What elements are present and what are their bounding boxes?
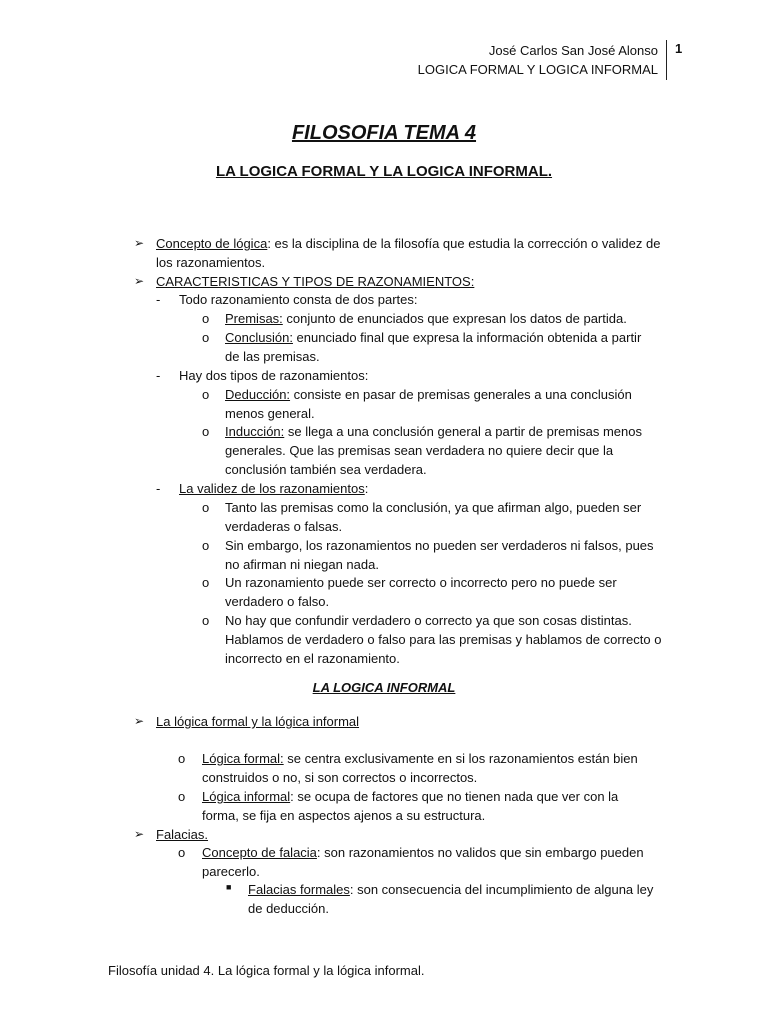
informal-section-heading: LA LOGICA INFORMAL (312, 680, 456, 695)
dash-bullet-icon: - (156, 481, 161, 496)
circle-bullet-icon: o (178, 751, 186, 766)
logica-informal-text: : se ocupa de factores que no tienen nada que ver con la (290, 789, 619, 804)
validez-heading (179, 479, 368, 498)
partes-intro: Todo razonamiento consta de dos partes: (179, 292, 418, 307)
induccion-text-cont2: conclusión también sea verdadera. (225, 462, 427, 477)
page-header (418, 41, 658, 79)
falacias-formales-item (248, 880, 653, 899)
header-subject: LOGICA FORMAL Y LOGICA INFORMAL (417, 62, 658, 77)
concepto-logica-term: Concepto de lógica (156, 236, 268, 251)
concepto-falacia-text-cont: parecerlo. (202, 864, 260, 879)
falacias-formales-text-cont: de deducción. (248, 901, 329, 916)
page-number: 1 (675, 41, 683, 56)
logica-formal-text-cont: construidos o no, si son correctos o incorrectos. (202, 770, 478, 785)
validez-item-2: Sin embargo, los razonamientos no pueden ser verdaderos ni falsos, pues (225, 538, 654, 553)
validez-item-3: Un razonamiento puede ser correcto o incorrecto pero no puede ser (225, 575, 617, 590)
induccion-term: Inducción: (225, 424, 285, 439)
header-divider (666, 40, 667, 80)
concepto-falacia-text: : son razonamientos no validos que sin embargo pueden (316, 845, 644, 860)
validez-heading-text: La validez de los razonamientos (179, 481, 365, 496)
validez-item-4-cont2: incorrecto en el razonamiento. (225, 651, 400, 666)
formal-informal-heading (156, 712, 359, 731)
concepto-logica-item (156, 234, 660, 253)
validez-item-4: No hay que confundir verdadero o correcto ya que son cosas distintas. (225, 613, 632, 628)
circle-bullet-icon: o (202, 387, 210, 402)
arrow-bullet-icon: ➢ (134, 827, 145, 841)
circle-bullet-icon: o (202, 538, 210, 553)
concepto-logica-text-cont: los razonamientos. (156, 255, 266, 270)
deduccion-text-cont: menos general. (225, 406, 315, 421)
validez-item-4-cont: Hablamos de verdadero o falso para las premisas y hablamos de correcto o (225, 632, 662, 647)
logica-informal-item (202, 787, 618, 806)
tipos-intro: Hay dos tipos de razonamientos: (179, 368, 369, 383)
falacias-heading-text: Falacias. (156, 827, 209, 842)
circle-bullet-icon: o (202, 311, 210, 326)
logica-informal-text-cont: forma, se fija en aspectos ajenos a su estructura. (202, 808, 486, 823)
concepto-falacia-item (202, 843, 644, 862)
circle-bullet-icon: o (202, 500, 210, 515)
deduccion-term: Deducción: (225, 387, 291, 402)
caracteristicas-heading (156, 272, 474, 291)
dash-bullet-icon: - (156, 292, 161, 307)
falacias-formales-text: : son consecuencia del incumplimiento de alguna ley (349, 882, 654, 897)
header-author: José Carlos San José Alonso (488, 43, 658, 58)
logica-formal-item (202, 749, 638, 768)
square-bullet-icon: ■ (226, 882, 232, 892)
page-footer: Filosofía unidad 4. La lógica formal y la lógica informal. (108, 963, 425, 978)
circle-bullet-icon: o (178, 789, 186, 804)
validez-item-1: Tanto las premisas como la conclusión, ya que afirman algo, pueden ser (225, 500, 642, 515)
conclusion-item (225, 328, 641, 347)
formal-informal-heading-text: La lógica formal y la lógica informal (156, 714, 360, 729)
validez-item-2-cont: no afirman ni niegan nada. (225, 557, 379, 572)
deduccion-text: consiste en pasar de premisas generales a una conclusión (290, 387, 632, 402)
circle-bullet-icon: o (202, 330, 210, 345)
document-title: FILOSOFIA TEMA 4 (291, 122, 477, 144)
logica-formal-text: se centra exclusivamente en si los razonamientos están bien (283, 751, 638, 766)
induccion-text: se llega a una conclusión general a partir de premisas menos (284, 424, 642, 439)
concepto-falacia-term: Concepto de falacia (202, 845, 317, 860)
document-subtitle: LA LOGICA FORMAL Y LA LOGICA INFORMAL. (215, 163, 553, 180)
validez-item-1-cont: verdaderas o falsas. (225, 519, 343, 534)
falacias-formales-term: Falacias formales (248, 882, 350, 897)
conclusion-term: Conclusión: (225, 330, 293, 345)
circle-bullet-icon: o (202, 424, 210, 439)
induccion-text-cont: generales. Que las premisas sean verdadera no quiere decir que la (225, 443, 614, 458)
validez-colon: : (364, 481, 369, 496)
logica-informal-term: Lógica informal (202, 789, 291, 804)
premisas-item (225, 309, 627, 328)
falacias-heading (156, 825, 208, 844)
arrow-bullet-icon: ➢ (134, 714, 145, 728)
conclusion-text: enunciado final que expresa la información obtenida a partir (292, 330, 642, 345)
validez-item-3-cont: verdadero o falso. (225, 594, 330, 609)
arrow-bullet-icon: ➢ (134, 236, 145, 250)
conclusion-text-cont: de las premisas. (225, 349, 320, 364)
logica-formal-term: Lógica formal: (202, 751, 284, 766)
deduccion-item (225, 385, 632, 404)
arrow-bullet-icon: ➢ (134, 274, 145, 288)
premisas-term: Premisas: (225, 311, 283, 326)
premisas-text: conjunto de enunciados que expresan los datos de partida. (282, 311, 627, 326)
dash-bullet-icon: - (156, 368, 161, 383)
circle-bullet-icon: o (202, 613, 210, 628)
circle-bullet-icon: o (178, 845, 186, 860)
circle-bullet-icon: o (202, 575, 210, 590)
caracteristicas-heading-text: CARACTERISTICAS Y TIPOS DE RAZONAMIENTOS: (156, 274, 475, 289)
concepto-logica-text: : es la disciplina de la filosofía que estudia la corrección o validez de (267, 236, 661, 251)
induccion-item (225, 422, 642, 441)
